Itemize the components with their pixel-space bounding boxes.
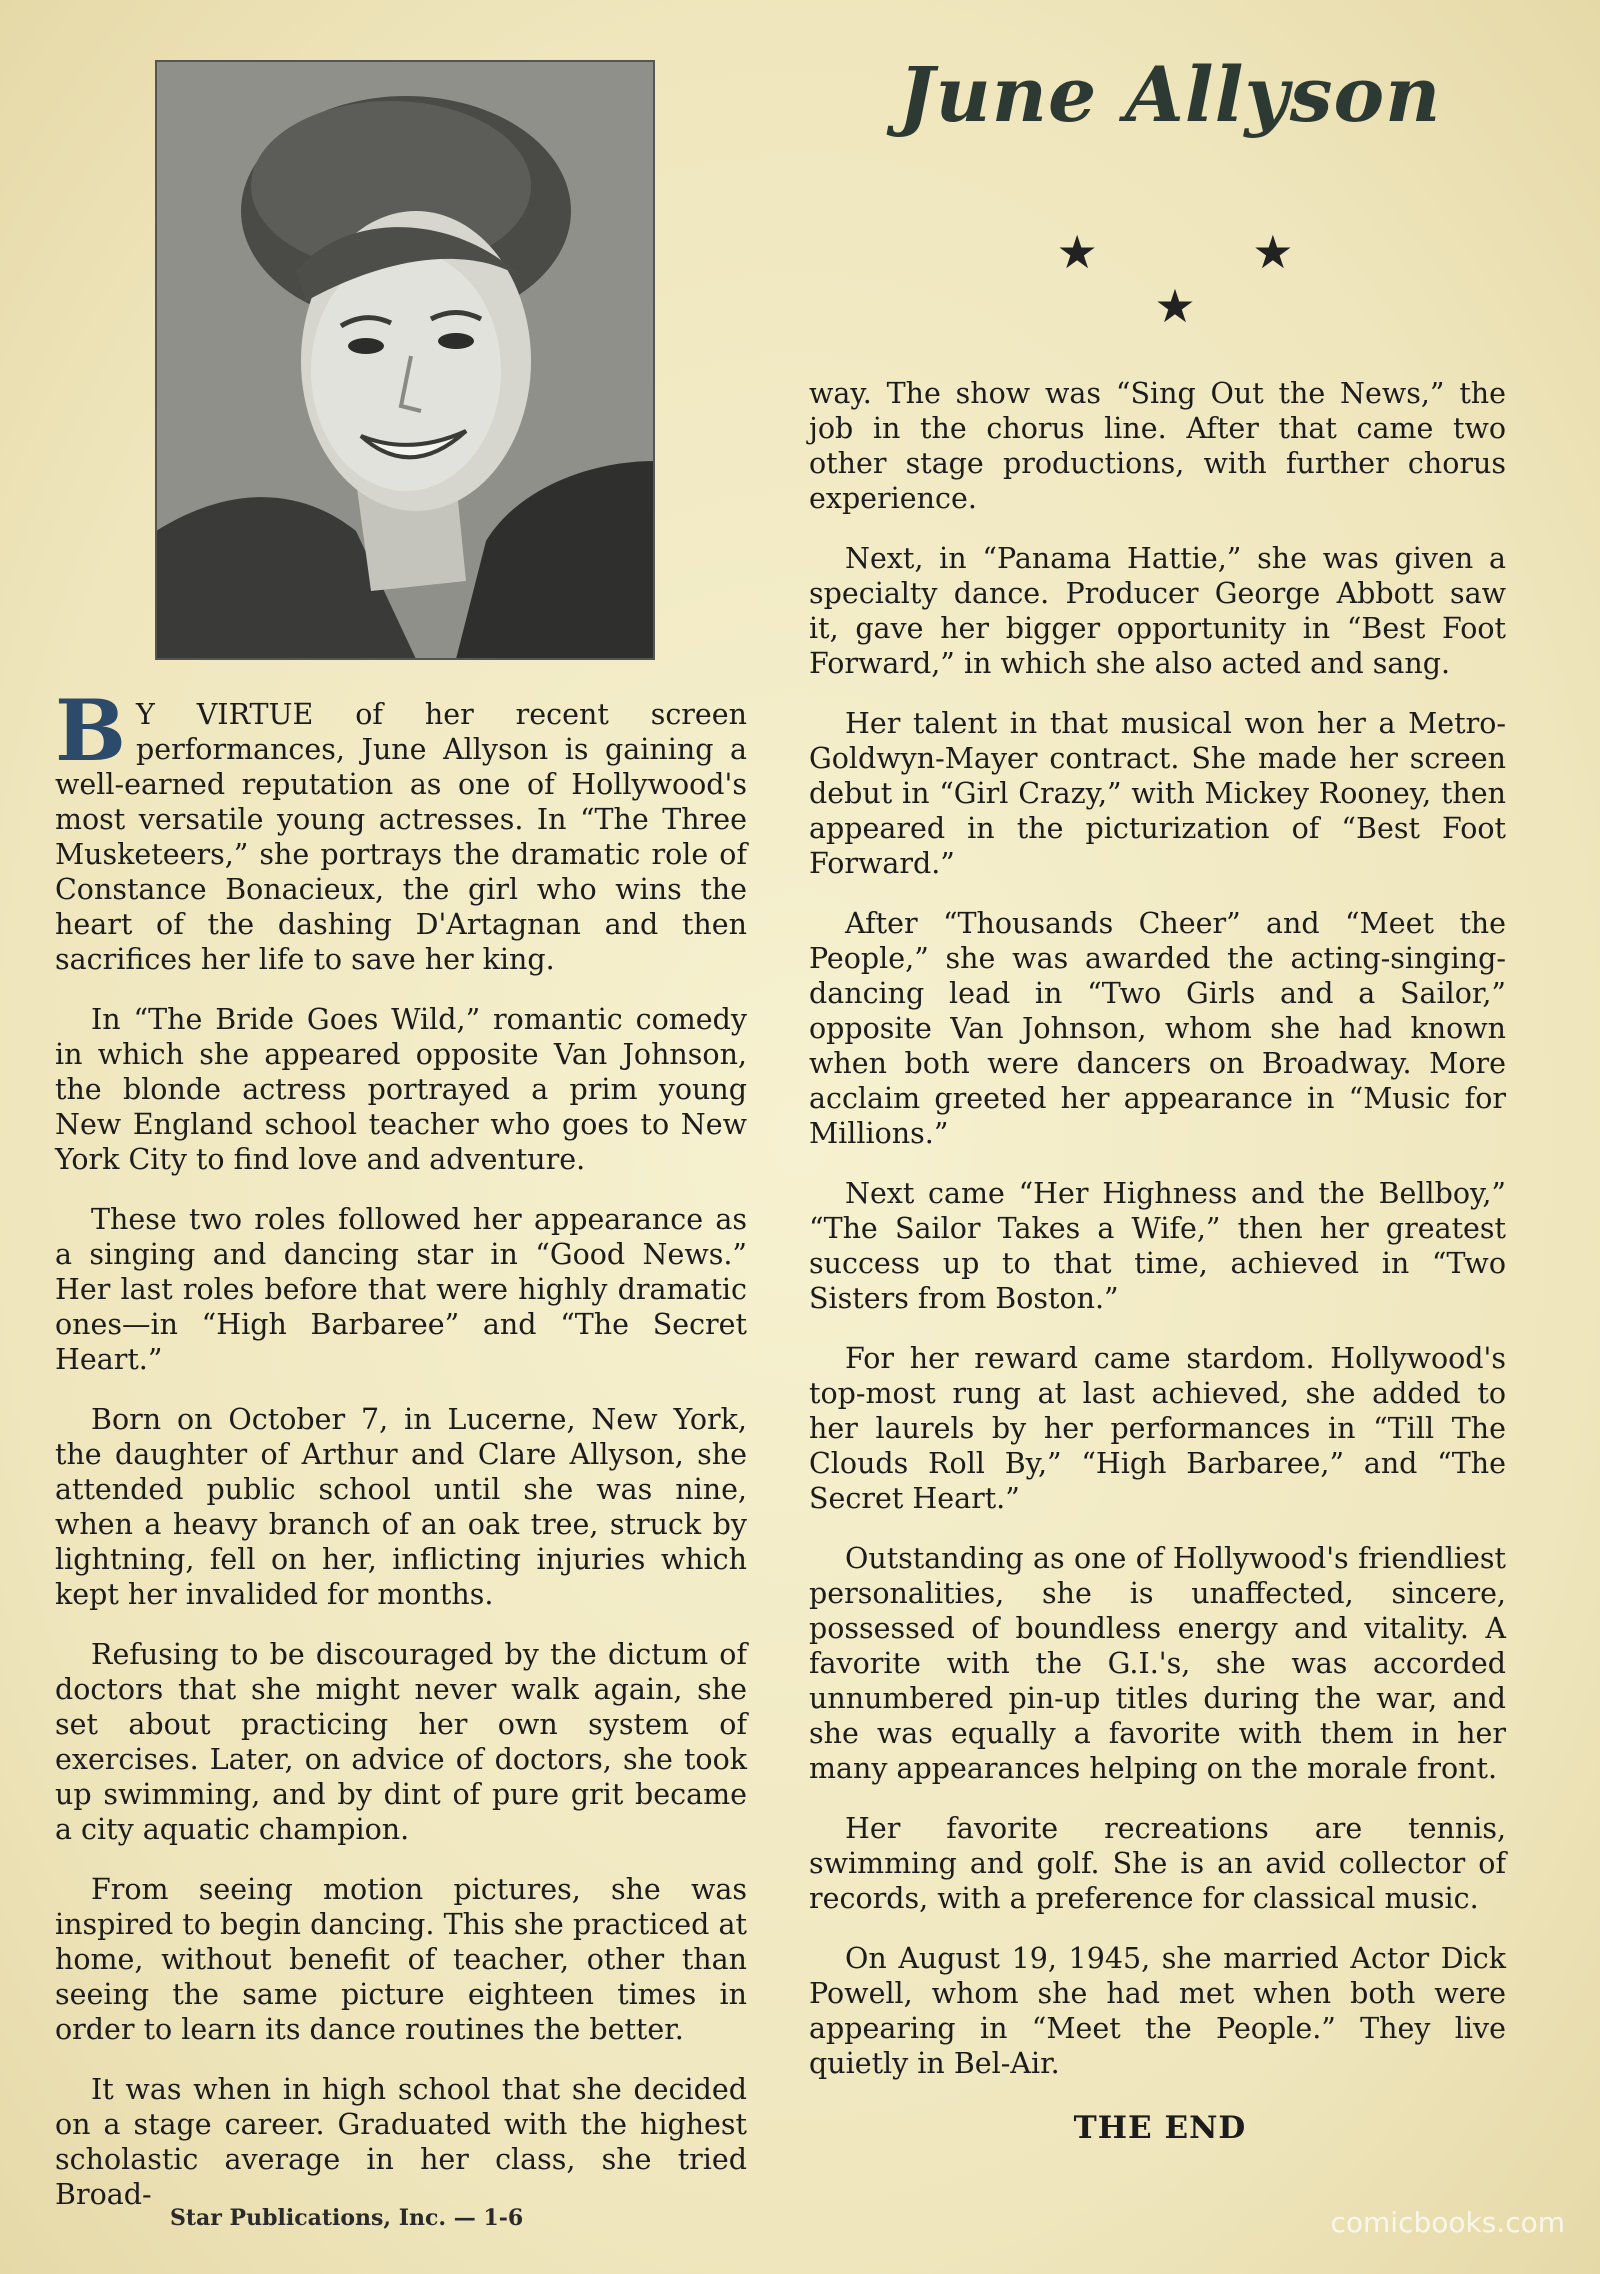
paragraph: On August 19, 1945, she married Actor Dick Powell, whom she had met when both were appearing in “Meet the People.” They live quietly in Bel-Air. xyxy=(809,1942,1506,2080)
paragraph: These two roles followed her appearance as a singing and dancing star in “Good News.” Her last roles before that were highly dramatic ones—in “High Barbaree” and “The Secret Heart.” xyxy=(55,1203,747,1376)
paragraph: For her reward came stardom. Hollywood's top-most rung at last achieved, she added to her laurels by her performances in “Till The Clouds Roll By,” “High Barbaree,” and “The Secret Heart.” xyxy=(809,1342,1506,1515)
paragraph: From seeing motion pictures, she was inspired to begin dancing. This she practiced at home, without benefit of teacher, other than seeing the same picture eighteen times in order to learn its dance routines the better. xyxy=(55,1873,747,2046)
paragraph: Born on October 7, in Lucerne, New York, the daughter of Arthur and Clare Allyson, she attended public school until she was nine, when a heavy branch of an oak tree, struck by lightning, fell on her, inflicting injuries which kept her invalided for months. xyxy=(55,1403,747,1611)
paragraph: It was when in high school that she decided on a stage career. Graduated with the highest scholastic average in her class, she tried Broad- xyxy=(55,2073,747,2211)
paragraph: Outstanding as one of Hollywood's friendliest personalities, she is unaffected, sincere, possessed of boundless energy and vitality. A favorite with the G.I.'s, she was accorded unnumbered pin-up titles during the war, and she was equally a favorite with them in her many appearances helping on the morale front. xyxy=(809,1542,1506,1785)
watermark: comicbooks.com xyxy=(1330,2206,1565,2239)
paragraph: Next came “Her Highness and the Bellboy,” “The Sailor Takes a Wife,” then her greatest success up to that time, achieved in “Two Sisters from Boston.” xyxy=(809,1177,1506,1315)
publisher-footer: Star Publications, Inc. — 1-6 xyxy=(170,2205,524,2231)
paragraph: B Y VIRTUE of her recent screen performances, June Allyson is gaining a well-earned reputation as one of Hollywood's most versatile young actresses. In “The Three Musketeers,” she portrays the dramatic role of Constance Bonacieux, the girl who wins the heart of the dashing D'Artagnan and then sacrifices her life to save her king. xyxy=(55,681,747,976)
right-column xyxy=(809,376,1506,2106)
paragraph: Next, in “Panama Hattie,” she was given a specialty dance. Producer George Abbott saw it, gave her bigger opportunity in “Best Foot Forward,” in which she also acted and sang. xyxy=(809,542,1506,680)
drop-cap: B xyxy=(55,681,126,780)
article-title: June Allyson xyxy=(898,50,1442,139)
left-column xyxy=(55,681,747,2237)
paragraph: Refusing to be discouraged by the dictum of doctors that she might never walk again, she set about practicing her own system of exercises. Later, on advice of doctors, she took up swimming, and by dint of pure grit became a city aquatic champion. xyxy=(55,1638,747,1846)
paragraph: In “The Bride Goes Wild,” romantic comedy in which she appeared opposite Van Johnson, the blonde actress portrayed a prim young New England school teacher who goes to New York City to find love and adventure. xyxy=(55,1003,747,1176)
paragraph: Her favorite recreations are tennis, swimming and golf. She is an avid collector of records, with a preference for classical music. xyxy=(809,1812,1506,1915)
paragraph: After “Thousands Cheer” and “Meet the People,” she was awarded the acting-singing-dancing lead in “Two Girls and a Sailor,” opposite Van Johnson, whom she had known when both were dancers on Broadway. More acclaim greeted her appearance in “Music for Millions.” xyxy=(809,907,1506,1150)
paragraph: way. The show was “Sing Out the News,” the job in the chorus line. After that came two other stage productions, with further chorus experience. xyxy=(809,377,1506,515)
star-divider: ★ ★ ★ xyxy=(1056,225,1364,333)
paragraph: Her talent in that musical won her a Metro-Goldwyn-Mayer contract. She made her screen debut in “Girl Crazy,” with Mickey Rooney, then appeared in the picturization of “Best Foot Forward.” xyxy=(809,707,1506,880)
portrait-photo xyxy=(155,60,655,660)
the-end-label: THE END xyxy=(1073,2110,1247,2146)
